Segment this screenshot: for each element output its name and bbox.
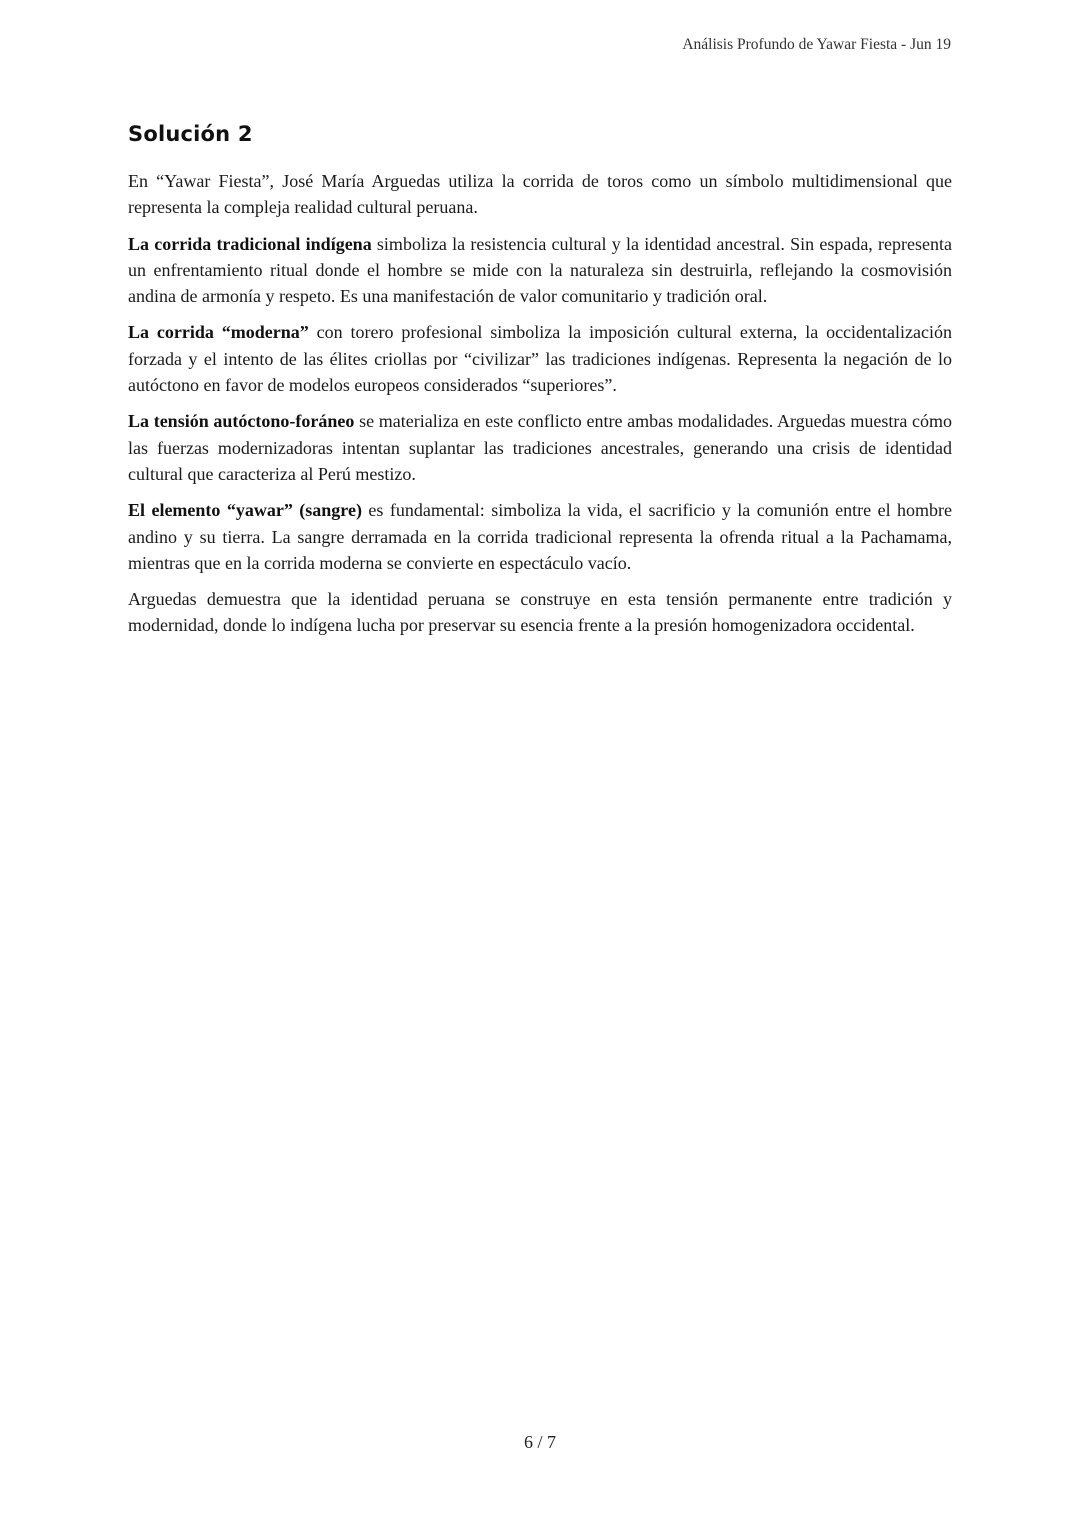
paragraph-lead: La corrida “moderna”: [128, 322, 309, 343]
paragraph-yawar-element: [128, 497, 952, 576]
paragraph-text: En “Yawar Fiesta”, José María Arguedas utiliza la corrida de toros como un símbolo multidimensional que representa la compleja realidad cultural peruana.: [128, 171, 952, 218]
paragraph-modern-bullfight: [128, 319, 952, 398]
paragraph-lead: La corrida tradicional indígena: [128, 233, 372, 254]
paragraph-text: es fundamental: simboliza la vida, el sacrificio y la comunión entre el hombre andino y su tierra. La sangre derramada en la corrida tradicional representa la ofrenda ritual a la Pachamama, mientras que en la corrida moderna se convierte en espectáculo vacío.: [128, 500, 953, 573]
paragraph-intro: [128, 168, 952, 221]
paragraph-traditional-bullfight: [128, 231, 952, 310]
paragraph-text: simboliza la resistencia cultural y la identidad ancestral. Sin espada, representa un enfrentamiento ritual donde el hombre se mide con la naturaleza sin destruirla, reflejando la cosmovisión andina de armonía y respeto. Es una manifestación de valor comunitario y tradición oral.: [128, 233, 952, 307]
section-title: Solución 2: [128, 122, 253, 146]
paragraph-text: Arguedas demuestra que la identidad peruana se construye en esta tensión permanente entre tradición y modernidad, donde lo indígena lucha por preservar su esencia frente a la presión homogenizadora occidental.: [128, 589, 952, 636]
paragraph-text: se materializa en este conflicto entre ambas modalidades. Arguedas muestra cómo las fuerzas modernizadoras intentan suplantar las tradiciones ancestrales, generando una crisis de identidad cultural que caracteriza al Perú mestizo.: [128, 411, 952, 484]
paragraph-lead: El elemento “yawar” (sangre): [128, 500, 362, 521]
paragraph-lead: La tensión autóctono-foráneo: [128, 411, 355, 432]
running-header: Análisis Profundo de Yawar Fiesta - Jun 19: [682, 36, 951, 53]
page-content: [128, 122, 952, 649]
paragraph-text: con torero profesional simboliza la imposición cultural externa, la occidentalización forzada y el intento de las élites criollas por “civilizar” las tradiciones indígenas. Representa la negación de lo autóctono en favor de modelos europeos considerados “superiores”.: [128, 322, 953, 396]
paragraph-conclusion: [128, 586, 952, 639]
page-number: 6 / 7: [523, 1432, 556, 1452]
paragraph-tension: [128, 408, 952, 487]
